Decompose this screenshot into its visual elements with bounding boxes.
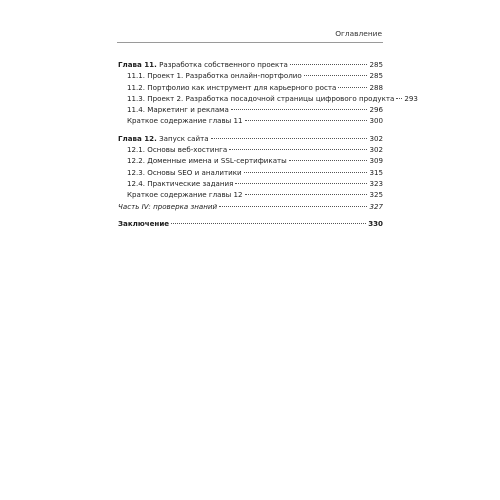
toc-part-quiz[interactable] bbox=[118, 201, 383, 212]
section-title: Краткое содержание главы 11 bbox=[127, 116, 243, 126]
part-quiz-title: Часть IV: проверка знаний bbox=[118, 201, 218, 211]
page-number: 302 bbox=[369, 133, 383, 143]
table-of-contents bbox=[118, 59, 418, 229]
page-number: 309 bbox=[369, 156, 383, 166]
section-title: 11.3. Проект 2. Разработка посадочной страницы цифрового продукта bbox=[127, 93, 395, 103]
dot-leader bbox=[244, 172, 368, 173]
dot-leader bbox=[338, 87, 367, 88]
section-title: 12.1. Основы веб-хостинга bbox=[127, 145, 228, 155]
section-title: 11.4. Маркетинг и реклама bbox=[127, 105, 229, 115]
page-number: 293 bbox=[404, 93, 418, 103]
dot-leader bbox=[229, 149, 367, 150]
page-number: 288 bbox=[369, 82, 383, 92]
page-number: 325 bbox=[369, 190, 383, 200]
page-number: 285 bbox=[369, 71, 383, 81]
toc-section[interactable] bbox=[118, 178, 383, 189]
conclusion-title: Заключение bbox=[118, 218, 170, 228]
dot-leader bbox=[290, 64, 368, 65]
section-title: 12.4. Практические задания bbox=[127, 178, 234, 188]
toc-section[interactable] bbox=[118, 189, 383, 200]
toc-section[interactable] bbox=[118, 104, 383, 115]
toc-section[interactable] bbox=[118, 115, 383, 126]
chapter-name: Запуск сайта bbox=[159, 133, 209, 143]
toc-section[interactable] bbox=[118, 93, 418, 104]
toc-section[interactable] bbox=[118, 167, 383, 178]
dot-leader bbox=[231, 109, 368, 110]
chapter-label: Глава 12. bbox=[118, 133, 157, 143]
chapter-name: Разработка собственного проекта bbox=[159, 60, 288, 69]
dot-leader bbox=[245, 120, 368, 121]
toc-section[interactable] bbox=[118, 70, 383, 81]
dot-leader bbox=[235, 183, 367, 184]
toc-conclusion[interactable] bbox=[118, 218, 383, 229]
toc-chapter-12[interactable] bbox=[118, 133, 383, 144]
dot-leader bbox=[219, 206, 367, 207]
dot-leader bbox=[211, 138, 368, 139]
running-header: Оглавление bbox=[335, 29, 382, 38]
section-title: 11.1. Проект 1. Разработка онлайн-портфолио bbox=[127, 71, 302, 81]
toc-section[interactable] bbox=[118, 155, 383, 166]
header-rule bbox=[117, 42, 383, 43]
section-title: 12.2. Доменные имена и SSL-сертификаты bbox=[127, 156, 287, 166]
page-number: 327 bbox=[369, 201, 383, 211]
toc-chapter-11[interactable] bbox=[118, 59, 383, 70]
page-number: 315 bbox=[369, 167, 383, 177]
chapter-label: Глава 11. bbox=[118, 60, 157, 69]
page-number: 296 bbox=[369, 105, 383, 115]
dot-leader bbox=[289, 160, 368, 161]
page-number: 302 bbox=[369, 145, 383, 155]
dot-leader bbox=[396, 98, 402, 99]
page-number: 323 bbox=[369, 178, 383, 188]
dot-leader bbox=[304, 75, 368, 76]
toc-chapter-title bbox=[118, 59, 288, 70]
toc-chapter-title bbox=[118, 133, 209, 144]
page-number: 330 bbox=[368, 218, 383, 228]
toc-section[interactable] bbox=[118, 82, 383, 93]
dot-leader bbox=[245, 194, 368, 195]
section-title: 12.3. Основы SEO и аналитики bbox=[127, 167, 242, 177]
section-title: Краткое содержание главы 12 bbox=[127, 190, 243, 200]
page-number: 300 bbox=[369, 116, 383, 126]
dot-leader bbox=[171, 223, 366, 224]
section-title: 11.2. Портфолио как инструмент для карьерного роста bbox=[127, 82, 337, 92]
page-number: 285 bbox=[369, 60, 383, 69]
toc-section[interactable] bbox=[118, 144, 383, 155]
